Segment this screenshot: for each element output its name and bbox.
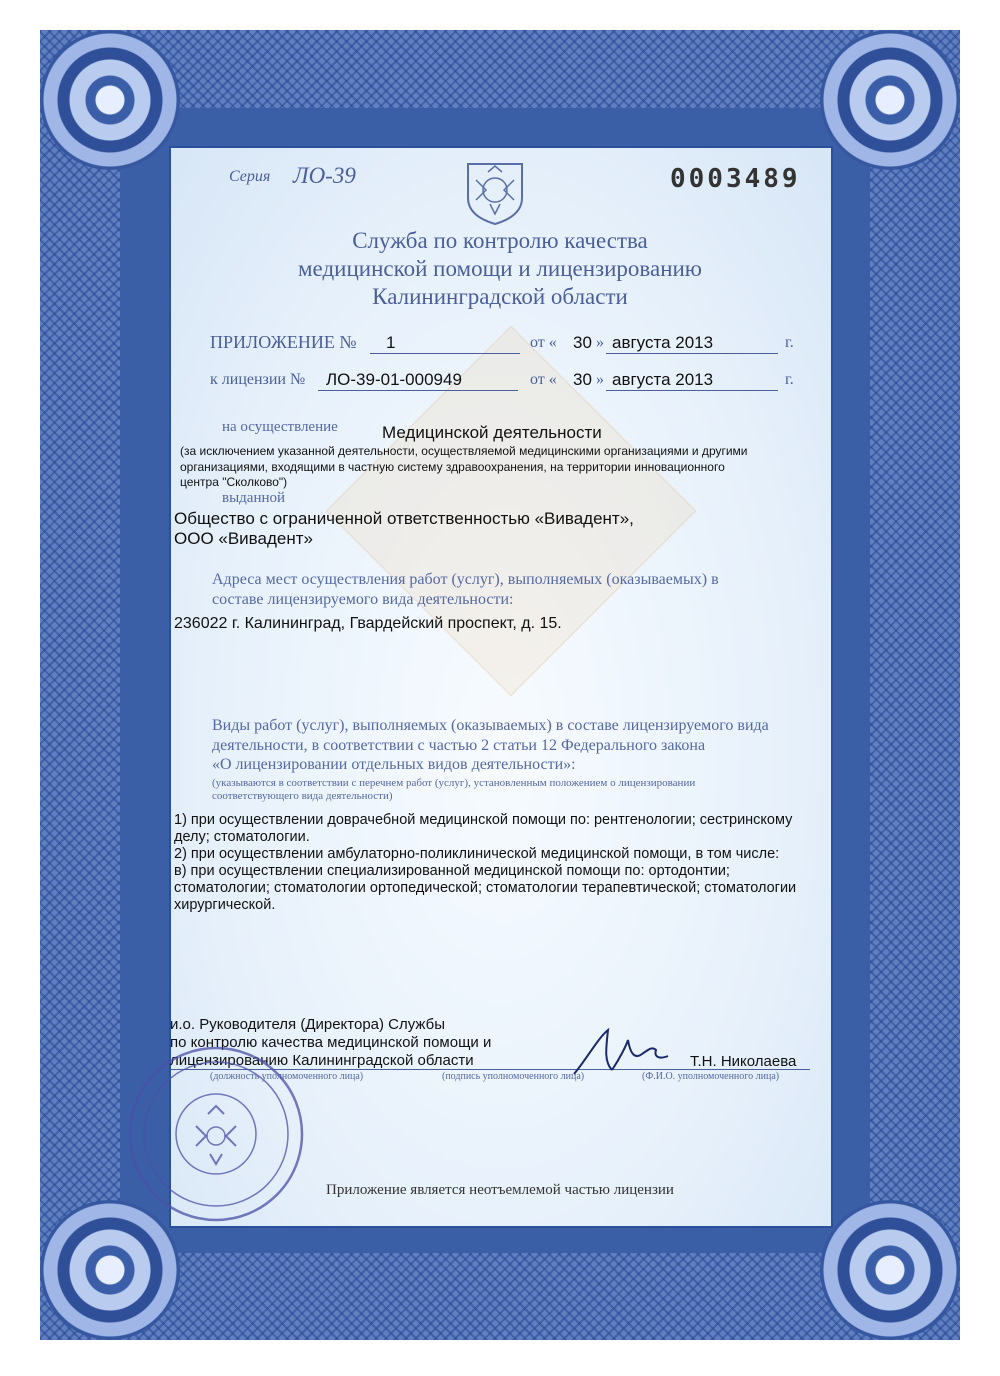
license-number: ЛО-39-01-000949 (326, 370, 462, 389)
works-note-line2: соответствующего вида деятельности) (212, 790, 393, 802)
activity-note-line1: (за исключением указанной деятельности, осуществляемой медицинскими организациями и другими (180, 444, 748, 458)
signatory-position-line3: лицензированию Калининградской области (170, 1052, 474, 1069)
license-year-suffix: г. (785, 371, 794, 388)
appendix-year-suffix: г. (785, 334, 794, 351)
works-item: делу; стоматологии. (174, 829, 310, 845)
works-item: хирургической. (174, 897, 276, 913)
organization-name-line1: Общество с ограниченной ответственностью «Вивадент», (174, 509, 634, 528)
activity-note-line2: организациями, входящими в частную систему здравоохранения, на территории инновационного (180, 460, 725, 474)
appendix-date-sep: » (596, 334, 604, 351)
addresses-heading-line1: Адреса мест осуществления работ (услуг), выполняемых (оказываемых) в (212, 571, 719, 588)
activity-note-line3: центра "Сколково") (180, 475, 288, 489)
appendix-date-prefix: от « (530, 334, 557, 351)
signatory-position-line2: по контролю качества медицинской помощи и (170, 1034, 492, 1051)
appendix-label: ПРИЛОЖЕНИЕ № (210, 332, 357, 352)
caption-position: (должность уполномоченного лица) (210, 1071, 364, 1082)
works-item: стоматологии; стоматологии ортопедической; стоматологии терапевтической; стоматологии (174, 880, 797, 896)
authority-title-line2: медицинской помощи и лицензированию (298, 256, 702, 281)
appendix-day: 30 (573, 333, 592, 352)
corner-rosette-top-right (820, 30, 960, 170)
license-number-underline (318, 390, 518, 391)
handwritten-signature (568, 1024, 688, 1080)
appendix-number-underline (370, 353, 520, 354)
footer-note: Приложение является неотъемлемой частью лицензии (326, 1182, 674, 1198)
license-day: 30 (573, 370, 592, 389)
license-month-year: августа 2013 (612, 370, 714, 389)
series-value: ЛО-39 (293, 163, 356, 188)
corner-rosette-top-left (40, 30, 180, 170)
issued-label: выданной (222, 490, 286, 506)
signatory-position-line1: и.о. Руководителя (Директора) Службы (170, 1016, 446, 1033)
caption-name: (Ф.И.О. уполномоченного лица) (642, 1071, 780, 1082)
corner-rosette-bottom-right (820, 1200, 960, 1340)
coat-of-arms-icon (462, 160, 528, 226)
license-label: к лицензии № (210, 371, 306, 388)
series-label: Серия (229, 168, 271, 185)
activity-label: на осуществление (222, 419, 338, 435)
addresses-heading-line2: составе лицензируемого вида деятельности: (212, 591, 514, 608)
works-heading-line3: «О лицензировании отдельных видов деятельности»: (212, 756, 576, 773)
appendix-month-year: августа 2013 (612, 333, 714, 352)
works-note-line1: (указываются в соответствии с перечнем работ (услуг), установленным положением о лицензировании (212, 777, 696, 789)
license-date-underline (606, 390, 778, 391)
organization-name-line2: ООО «Вивадент» (174, 529, 313, 548)
activity-value: Медицинской деятельности (382, 423, 602, 442)
license-date-sep: » (596, 371, 604, 388)
works-item: 1) при осуществлении доврачебной медицинской помощи по: рентгенологии; сестринскому (174, 812, 793, 828)
signatory-name: Т.Н. Николаева (690, 1053, 797, 1070)
works-heading-line1: Виды работ (услуг), выполняемых (оказываемых) в составе лицензируемого вида (212, 717, 769, 734)
appendix-date-underline (606, 353, 778, 354)
certificate-number: 0003489 (670, 164, 801, 194)
appendix-number: 1 (386, 333, 396, 352)
address-value: 236022 г. Калининград, Гвардейский проспект, д. 15. (174, 615, 562, 632)
works-item: 2) при осуществлении амбулаторно-поликлинической медицинской помощи, в том числе: (174, 846, 780, 862)
works-item: в) при осуществлении специализированной медицинской помощи по: ортодонтии; (174, 863, 730, 879)
works-heading-line2: деятельности, в соответствии с частью 2 статьи 12 Федерального закона (212, 737, 706, 754)
caption-signature: (подпись уполномоченного лица) (442, 1071, 585, 1082)
license-date-prefix: от « (530, 371, 557, 388)
authority-title-line1: Служба по контролю качества (352, 228, 648, 253)
authority-title-line3: Калининградской области (372, 284, 628, 309)
